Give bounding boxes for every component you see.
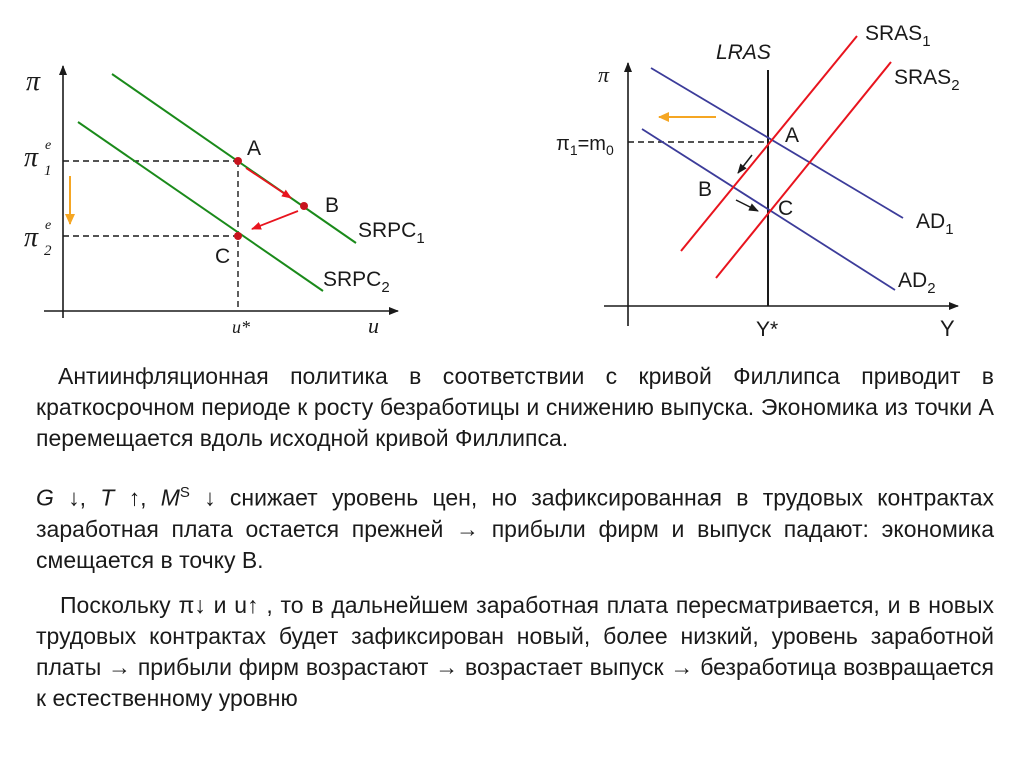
right-point-c-label: C	[778, 197, 794, 220]
sras2-label: $SRAS_2$	[894, 66, 960, 94]
m-symbol: M	[160, 484, 180, 511]
right-x-axis-label: Y	[940, 316, 955, 341]
left-point-b-dot	[300, 202, 308, 210]
srpc1-label: $SRPC_1$	[358, 219, 425, 247]
left-point-a-label: A	[247, 137, 262, 160]
paragraph-phillips-policy: Антиинфляционная политика в соответствии с кривой Филлипса приводит в краткосрочном периоде к росту безработицы и снижению выпуска. Экономика из точки А перемещается вдоль исходной кривой Филлипса.	[36, 363, 994, 451]
paragraph-fiscal-monetary	[36, 477, 994, 576]
left-point-c-dot	[234, 232, 242, 240]
ad-as-diagram	[556, 22, 960, 341]
ad1-curve	[651, 68, 903, 218]
lras-label: LRAS	[716, 41, 771, 64]
right-point-a-label: A	[785, 124, 800, 147]
srpc2-curve	[78, 122, 323, 291]
right-y-axis-label: π	[598, 62, 610, 87]
g-arrow: ↓,	[68, 484, 87, 511]
pi1-m0-label: $\pi_1=m_0$	[556, 133, 614, 158]
sras1-label: $SRAS_1$	[865, 22, 931, 50]
right-point-b-label: B	[698, 178, 713, 201]
g-symbol: G	[36, 484, 54, 511]
y-star-label: Y*	[756, 318, 779, 341]
pi2-expected-sup: e	[45, 218, 52, 233]
pi2-expected-sub: 2	[44, 243, 52, 259]
t-symbol: T	[100, 484, 115, 511]
pi1-expected-sup: e	[45, 138, 52, 153]
paragraph-wage-revision: Поскольку π↓ и u↑ , то в дальнейшем заработная плата пересматривается, и в новых трудовых контрактах будет зафиксирован новый, более низкий, уровень заработной платы → прибыли фирм возрастают → возрастает выпуск → безработица возвращается к естественному уровню	[36, 592, 994, 711]
paragraph-fiscal-rest: снижает уровень цен, но зафиксированная в трудовых контрактах заработная плата остается прежней → прибыли фирм и выпуск падают: экономика смещается в точку В.	[36, 484, 995, 573]
t-arrow: ↑,	[128, 484, 147, 511]
b-to-c-arrow	[252, 211, 298, 229]
srpc2-label: $SRPC_2$	[323, 268, 390, 296]
phillips-ad-as-diagrams	[0, 0, 1024, 360]
left-y-axis-label: π	[26, 66, 41, 97]
left-x-axis-label: u	[368, 313, 379, 338]
m-sup: S	[179, 484, 190, 501]
ad1-label: $AD_1$	[916, 210, 954, 238]
u-star-label: u*	[232, 317, 250, 337]
sras2-curve	[716, 62, 891, 278]
srpc1-curve	[112, 74, 356, 243]
pi2-expected-symbol: π	[24, 222, 39, 253]
left-point-a-dot	[234, 157, 242, 165]
a-to-b-arrow	[246, 168, 291, 198]
pi1-expected-symbol: π	[24, 142, 39, 173]
a-to-b-shift-arrow	[738, 155, 752, 173]
left-point-b-label: B	[325, 194, 340, 217]
ad2-label: $AD_2$	[898, 269, 936, 297]
phillips-diagram	[24, 66, 425, 338]
left-point-c-label: C	[215, 245, 231, 268]
pi1-expected-sub: 1	[44, 163, 52, 179]
m-arrow: ↓	[204, 484, 216, 511]
